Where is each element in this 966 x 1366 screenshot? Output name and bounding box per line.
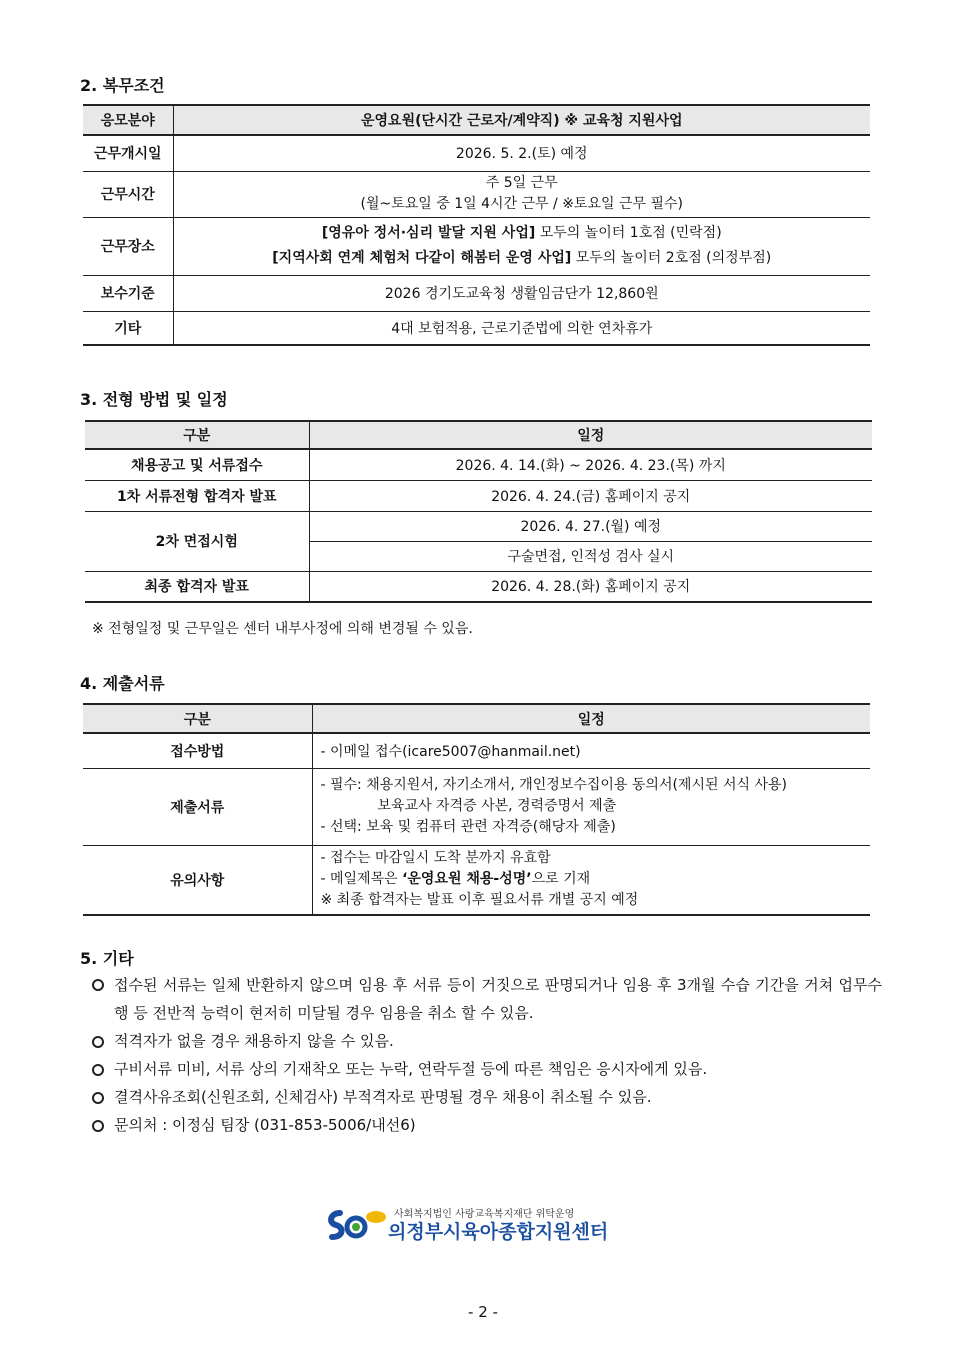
circle-bullet-icon: [92, 979, 104, 991]
value-text: 모두의 놀이터 1호점 (민락점): [535, 225, 722, 241]
row-value: 2026. 4. 27.(월) 예정: [309, 511, 872, 541]
row-value: - 이메일 접수(icare5007@hanmail.net): [312, 733, 870, 768]
section-5-heading: 5. 기타: [80, 949, 134, 968]
table-row: [83, 704, 870, 733]
table-row: [83, 311, 870, 345]
row-label: 1차 서류전형 합격자 발표: [85, 480, 309, 511]
circle-bullet-icon: [92, 1092, 104, 1104]
value-text: 모두의 놀이터 2호점 (의정부점): [571, 250, 772, 266]
etc-list: [92, 971, 882, 1139]
list-item: [92, 1083, 882, 1111]
row-value: 2026. 4. 14.(화) ~ 2026. 4. 23.(목) 까지: [309, 449, 872, 480]
list-item: [92, 1027, 882, 1055]
row-value: 2026. 4. 24.(금) 홈페이지 공지: [309, 480, 872, 511]
value-line: [182, 221, 863, 246]
table-row: [85, 480, 872, 511]
value-bold: [지역사회 연계 체험처 다같이 해봄터 운영 사업]: [272, 250, 572, 266]
row-value: 4대 보험적용, 근로기준법에 의한 연차휴가: [391, 320, 653, 337]
row-value: 2026. 5. 2.(토) 예정: [173, 135, 870, 171]
row-value: [312, 768, 870, 845]
column-header: 일정: [309, 421, 872, 449]
list-item-text: 구비서류 미비, 서류 상의 기재착오 또는 누락, 연락두절 등에 따른 책임은 응시자에게 있음.: [114, 1060, 708, 1078]
row-label: 응모분야: [83, 105, 173, 135]
section-2-heading: 2. 복무조건: [80, 76, 165, 95]
section-3-heading: 3. 전형 방법 및 일정: [80, 390, 228, 409]
table-row: [85, 449, 872, 480]
row-label: 2차 면접시험: [85, 511, 309, 571]
column-header: 구분: [83, 704, 312, 733]
row-value: 2026 경기도교육청 생활임금단가 12,860원: [173, 275, 870, 311]
row-label: 기타: [83, 311, 173, 345]
row-label: 제출서류: [83, 768, 312, 845]
value-bold: [영유아 정서·심리 발달 지원 사업]: [321, 225, 536, 241]
row-value: [312, 845, 870, 915]
list-item: [92, 1055, 882, 1083]
row-value: [173, 171, 870, 217]
value-line: (월~토요일 중 1일 4시간 근무 / ※토요일 근무 필수): [360, 196, 683, 212]
work-conditions-table: [83, 104, 870, 346]
logo-title: 의정부시육아종합지원센터: [388, 1221, 609, 1243]
documents-table: [83, 703, 870, 916]
value-line: 주 5일 근무: [485, 175, 558, 191]
circle-bullet-icon: [92, 1120, 104, 1132]
table-row: [83, 768, 870, 845]
table-row: [83, 845, 870, 915]
row-value: [173, 217, 870, 275]
logo-subtitle: 사회복지법인 사랑교육복지재단 위탁운영: [394, 1209, 575, 1220]
center-logo: [326, 1205, 636, 1245]
table-row: [85, 421, 872, 449]
list-item: [92, 971, 882, 1027]
row-label: 접수방법: [83, 733, 312, 768]
table-row: [83, 275, 870, 311]
row-value: 운영요원(단시간 근로자/계약직) ※ 교육청 지원사업: [173, 105, 870, 135]
table-row: [83, 733, 870, 768]
logo-mark-icon: [326, 1205, 388, 1245]
value-line: 보육교사 자격증 사본, 경력증명서 제출: [377, 798, 617, 814]
value-line: ※ 최종 합격자는 발표 이후 필요서류 개별 공지 예정: [320, 892, 639, 909]
schedule-note: ※ 전형일정 및 근무일은 센터 내부사정에 의해 변경될 수 있음.: [92, 621, 473, 637]
row-label: 유의사항: [83, 845, 312, 915]
list-item-text: 결격사유조회(신원조회, 신체검사) 부적격자로 판명될 경우 채용이 취소될 수 있음.: [114, 1088, 652, 1106]
table-row: [83, 135, 870, 171]
row-label: 보수기준: [83, 275, 173, 311]
row-value: 구술면접, 인적성 검사 실시: [309, 541, 872, 571]
value-line: - 필수: 채용지원서, 자기소개서, 개인정보수집이용 동의서(제시된 서식 사용): [320, 777, 787, 793]
list-item-text: 문의처 : 이정심 팀장 (031-853-5006/내선6): [114, 1116, 416, 1134]
column-header: 구분: [85, 421, 309, 449]
value-bold: ‘운영요원 채용-성명’: [402, 871, 532, 888]
value-line: - 접수는 마감일시 도착 분까지 유효함: [320, 850, 551, 867]
table-row: [83, 105, 870, 135]
row-label: 최종 합격자 발표: [85, 571, 309, 602]
row-label: 근무개시일: [83, 135, 173, 171]
table-row: [83, 217, 870, 275]
row-value: 2026. 4. 28.(화) 홈페이지 공지: [491, 579, 691, 596]
list-item-text: 적격자가 없을 경우 채용하지 않을 수 있음.: [114, 1032, 394, 1050]
page-number: - 2 -: [468, 1303, 498, 1321]
table-row: [83, 171, 870, 217]
table-row: [85, 571, 872, 602]
list-item: [92, 1111, 882, 1139]
row-label: 채용공고 및 서류접수: [85, 449, 309, 480]
value-line: [321, 869, 863, 890]
row-label: 근무장소: [83, 217, 173, 275]
selection-schedule-table: [85, 420, 872, 603]
circle-bullet-icon: [92, 1036, 104, 1048]
column-header: 일정: [312, 704, 870, 733]
row-label: 근무시간: [83, 171, 173, 217]
value-line: - 선택: 보육 및 컴퓨터 관련 자격증(해당자 제출): [320, 819, 616, 835]
value-line: [182, 246, 863, 271]
list-item-text: 접수된 서류는 일체 반환하지 않으며 임용 후 서류 등이 거짓으로 판명되거나 임용 후 3개월 수습 기간을 거쳐 업무수행 등 전반적 능력이 현저히 미달될 경우 임용을 취소 할 수 있음.: [114, 976, 882, 1022]
table-row: [85, 511, 872, 541]
value-text: 으로 기재: [531, 871, 591, 888]
circle-bullet-icon: [92, 1064, 104, 1076]
value-text: - 메일제목은: [320, 871, 403, 888]
section-4-heading: 4. 제출서류: [80, 674, 165, 693]
